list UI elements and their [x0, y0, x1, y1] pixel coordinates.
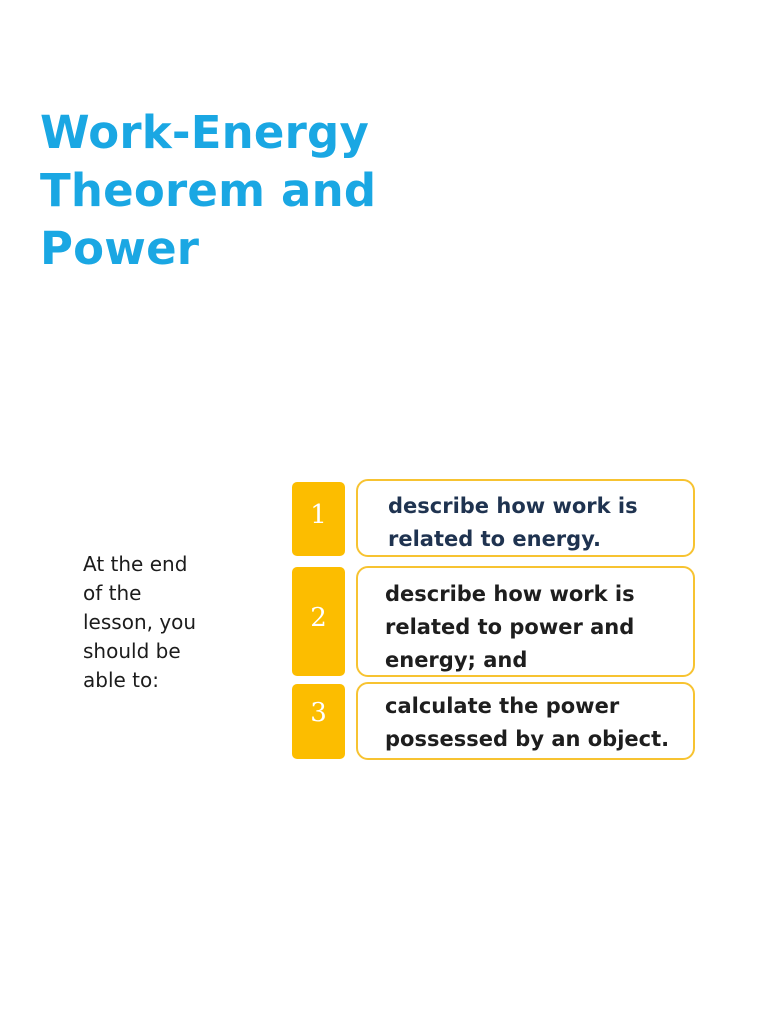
- intro-line: lesson, you: [83, 610, 197, 634]
- objective-number-badge: [292, 567, 345, 676]
- title-line: Theorem and: [40, 164, 377, 217]
- objective-number-badge: [292, 482, 345, 556]
- page-title: [40, 104, 460, 278]
- objective-number: 3: [310, 698, 327, 728]
- objective-line: calculate the power: [385, 694, 620, 718]
- intro-line: able to:: [83, 668, 159, 692]
- intro-line: At the end: [83, 552, 188, 576]
- objective-line: related to energy.: [388, 527, 601, 551]
- objective-text: [388, 490, 638, 556]
- objective-text: [385, 578, 635, 677]
- objective-line: energy; and: [385, 648, 528, 672]
- objective-line: possessed by an object.: [385, 727, 670, 751]
- intro-line: should be: [83, 639, 181, 663]
- objective-line: describe how work is: [388, 494, 638, 518]
- intro-text: [83, 550, 233, 695]
- title-line: Work-Energy: [40, 106, 369, 159]
- objective-line: describe how work is: [385, 582, 635, 606]
- objective-text: [385, 690, 669, 756]
- objective-number-badge: [292, 684, 345, 759]
- objective-line: related to power and: [385, 615, 635, 639]
- objective-number: 2: [310, 602, 327, 633]
- objective-number: 1: [310, 500, 327, 530]
- title-line: Power: [40, 222, 200, 275]
- intro-line: of the: [83, 581, 142, 605]
